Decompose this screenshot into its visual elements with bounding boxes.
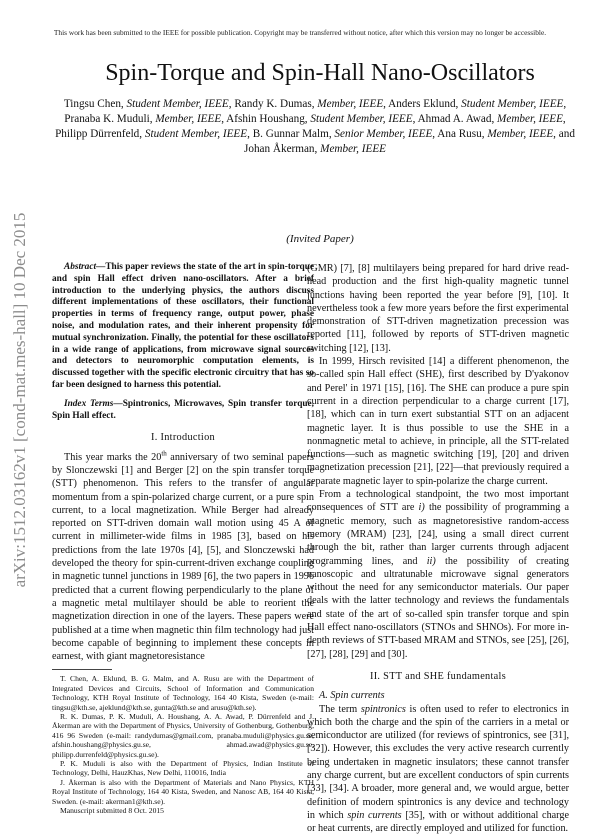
footnote-affiliation-akerman: J. Åkerman is also with the Department of Materials and Nano Physics, KTH Royal Institute of Technology, 164 40 Kista, Sweden, and Nanosc AB, 164 40 Kista, Sweden. (e-mail: akerman1@kth.se). bbox=[52, 778, 314, 806]
section-heading-fundamentals: II. STT and SHE fundamentals bbox=[307, 670, 569, 683]
paper-title: Spin-Torque and Spin-Hall Nano-Oscillators bbox=[40, 58, 600, 88]
intro-paragraph: This year marks the 20th anniversary of two seminal papers by Slonczewski [1] and Berger [2] on the spin transfer torque (STT) phenomenon. This refers to the transfer of angular momentum from a spin-polarized charge current, or a pure spin current, to a local magnetization. While Berger had already reported on STT-driven domain wall motion using 45 A of current in millimeter-wide films in 1985 [3], based on his predictions from the late 1970s [4], [5], and Slonczewski had developed the theory for spin-current-driven exchange coupling in magnetic tunnel junctions in 1989 [6], the two papers in 1996 predicted that a current flowing perpendicularly to the plane of a magnetic metal multilayer should be able to reorient the magnetization direction in one of the layers. These papers were published at a time when magnetic thin film technology had just become capable of beginning to implement these concepts in earnest, with giant magnetoresistance bbox=[52, 451, 314, 664]
copyright-notice: This work has been submitted to the IEEE for possible publication. Copyright may be transferred without notice, after which this version may no longer be accessible. bbox=[40, 28, 560, 37]
left-column bbox=[52, 262, 314, 816]
abstract: Abstract—This paper reviews the state of the art in spin-torque and spin Hall effect driven nano-oscillators. After a brief introduction to the underlying physics, the authors discuss different implementations of these oscillators, their functional properties in terms of frequency range, output power, phase noise, and modulation rates, and their inherent propensity for mutual synchronization. Finally, the potential for these oscillators in a wide range of applications, from microwave signal sources and detectors to neuromorphic computation elements, is discussed together with the specific electronic circuitry that has so far been designed to harness this potential. bbox=[52, 262, 314, 392]
right-column bbox=[307, 262, 569, 835]
footnote-affiliation-iit: P. K. Muduli is also with the Department of Physics, Indian Institute of Technology, Delhi, HauzKhas, New Delhi, 110016, India bbox=[52, 759, 314, 778]
subsection-heading-spin-currents: A. Spin currents bbox=[307, 689, 569, 702]
arxiv-sidebar bbox=[0, 0, 40, 776]
footnote-affiliation-kth: T. Chen, A. Eklund, B. G. Malm, and A. Rusu are with the Department of Integrated Devices and Circuits, School of Information and Communication Technology, KTH Royal Institute of Technology, 164 40 Kista, Sweden (e-mail: tingsu@kth.se, ajeklund@kth.se, gunta@kth.se and arusu@kth.se). bbox=[52, 674, 314, 712]
body-paragraph: (GMR) [7], [8] multilayers being prepared for hard drive read-head production and the first high-quality magnetic tunnel junctions having been reported the year before [9], [10]. It nevertheless took a few more years before the first experimental demonstration of STT-driven magnetization precession was reported [11], followed by reports of STT-driven magnetic switching [12], [13]. bbox=[307, 262, 569, 355]
arxiv-identifier: arXiv:1512.03162v1 [cond-mat.mes-hall] 10 Dec 2015 bbox=[10, 213, 30, 588]
footnote-affiliation-gu: R. K. Dumas, P. K. Muduli, A. Houshang, A. A. Awad, P. Dürrenfeld and J. Åkerman are with the Department of Physics, University of Gothenburg, Gothenburg, 416 96 Sweden (e-mail: randydumas@gmail.com, pranaba.muduli@physics.gu.se, afshin.houshang@physics.gu.se, ahmad.awad@physics.gu.se, philipp.durrenfeld@physics.gu.se). bbox=[52, 712, 314, 759]
author-list: Tingsu Chen, Student Member, IEEE, Randy K. Dumas, Member, IEEE, Anders Eklund, Student Member, IEEE, Pranaba K. Muduli, Member, IEEE, Afshin Houshang, Student Member, IEEE, Ahmad A. Awad, Member, IEEE, Philipp Dürrenfeld, Student Member, IEEE, B. Gunnar Malm, Senior Member, IEEE, Ana Rusu, Member, IEEE, and Johan Åkerman, Member, IEEE bbox=[50, 97, 580, 157]
footnote-manuscript-date: Manuscript submitted 8 Oct. 2015 bbox=[52, 806, 314, 815]
invited-paper-label: (Invited Paper) bbox=[40, 233, 600, 245]
index-terms: Index Terms—Spintronics, Microwaves, Spin transfer torque, Spin Hall effect. bbox=[52, 399, 314, 423]
footnote-divider bbox=[52, 669, 112, 670]
section-heading-introduction: I. Introduction bbox=[52, 431, 314, 444]
body-paragraph: The term spintronics is often used to refer to electronics in which both the charge and the spin of the carriers in a metal or semiconductor are utilized (for reviews of spintronics, see [31], [32]). However, this excludes the very active research currently being undertaken in magnetic insulators; these cannot transfer any charge current, but are excellent conductors of spin currents [33], [34]. A broader, more general and, we would argue, better definition of modern spintronics is any device and technology in which spin currents [35], with or without additional charge or heat currents, are directly employed and utilized for function. bbox=[307, 703, 569, 835]
body-paragraph: In 1999, Hirsch revisited [14] a different phenomenon, the so-called spin Hall effect (SHE), first described by D'yakonov and Perel' in 1971 [15], [16]. The SHE can produce a pure spin current in a direction perpendicular to a charge current [17], [18], which can in turn exert substantial STT on an adjacent magnetic layer. It is thus possible to use the SHE in a nonmagnetic metal to achieve, in principle, all the STT-related functions—such as magnetic switching [19], [20] and driven magnetization precession [21], [22]—that previously required a separate magnetic layer to spin-polarize the charge current. bbox=[307, 355, 569, 488]
body-paragraph: From a technological standpoint, the two most important consequences of STT are i) the possibility of programming a magnetic memory, such as magnetoresistive random-access memory (MRAM) [23], [24], using a small direct current through the bit, rather than larger currents through adjacent programming lines, and ii) the possibility of creating nanoscopic and ultratunable microwave signal generators without the need for any semiconductor materials. Our paper deals with the latter technology and reviews the fundamentals and state of the art of so-called spin transfer torque and spin Hall effect nano-oscillators (STNOs and SHNOs). For more in-depth reviews of STT-based MRAM and STNOs, see [25], [26], [27], [28], [29] and [30]. bbox=[307, 488, 569, 661]
